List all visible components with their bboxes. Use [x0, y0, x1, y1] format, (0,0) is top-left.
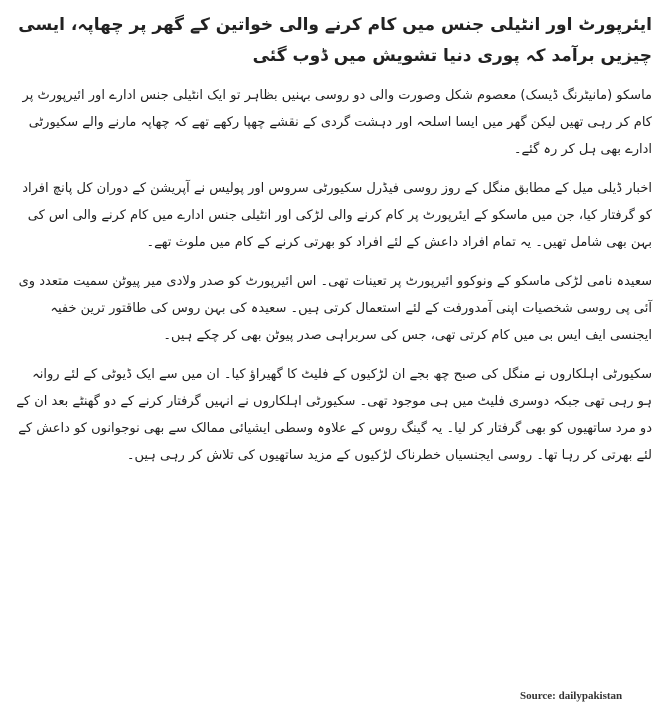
article: [14, 10, 652, 481]
source-credit: Source: dailypakistan: [520, 690, 623, 702]
article-headline: ایئرپورٹ اور انٹیلی جنس میں کام کرنے والی خواتین کے گھر پر چھاپہ، ایسی چیزیں برآمد کہ پوری دنیا تشویش میں ڈوب گئی: [18, 15, 652, 66]
article-paragraph-2: اخبار ڈیلی میل کے مطابق منگل کے روز روسی فیڈرل سکیورٹی سروس اور پولیس نے آپریشن کے دوران کل پانچ افراد کو گرفتار کیا، جن میں ماسکو کے ایئرپورٹ پر کام کرنے والی لڑکی اور انٹیلی جنس ادارے میں کام کرنے والی اس کی بہن بھی شامل تھیں۔ یہ تمام افراد داعش کے لئے افراد کو بھرتی کرنے کے کام میں ملوث تھے۔: [22, 181, 652, 250]
article-paragraph-3: سعیدہ نامی لڑکی ماسکو کے ونوکوو ائیرپورٹ پر تعینات تھی۔ اس ائیرپورٹ کو صدر ولادی میر پیوٹن سمیت متعدد وی آئی پی روسی شخصیات اپنی آمدورفت کے لئے استعمال کرتی ہیں۔ سعیدہ کی بہن روس کی طاقتور ترین خفیہ ایجنسی ایف ایس بی میں کام کرتی تھی، جس کی سربراہی صدر پیوٹن بھی کر چکے ہیں۔: [18, 274, 652, 343]
article-paragraph-4: سکیورٹی اہلکاروں نے منگل کی صبح چھ بجے ان لڑکیوں کے فلیٹ کا گھیراﺅ کیا۔ ان میں سے ایک ڈیوٹی کے لئے روانہ ہو رہی تھی جبکہ دوسری فلیٹ میں ہی موجود تھی۔ سکیورٹی اہلکاروں نے انہیں گرفتار کرنے کے دو گھنٹے بعد ان کے دو مرد ساتھیوں کو بھی گرفتار کر لیا۔ یہ گینگ روس کے علاوہ وسطی ایشیائی ممالک سے بھی نوجوانوں کو داعش کے لئے بھرتی کر رہا تھا۔ روسی ایجنسیاں خطرناک لڑکیوں کے مزید ساتھیوں کی تلاش کر رہی ہیں۔: [16, 367, 652, 463]
article-paragraph-1: ماسکو (مانیٹرنگ ڈیسک) معصوم شکل وصورت والی دو روسی بہنیں بظاہر تو ایک انٹیلی جنس ادارے اور ائیرپورٹ پر کام کر رہی تھیں لیکن گھر میں ایسا اسلحہ اور دہشت گردی کے نقشے چھپا رکھے تھے کہ چھاپہ مارنے والے سکیورٹی ادارے بھی ہل کر رہ گئے۔: [22, 88, 652, 157]
